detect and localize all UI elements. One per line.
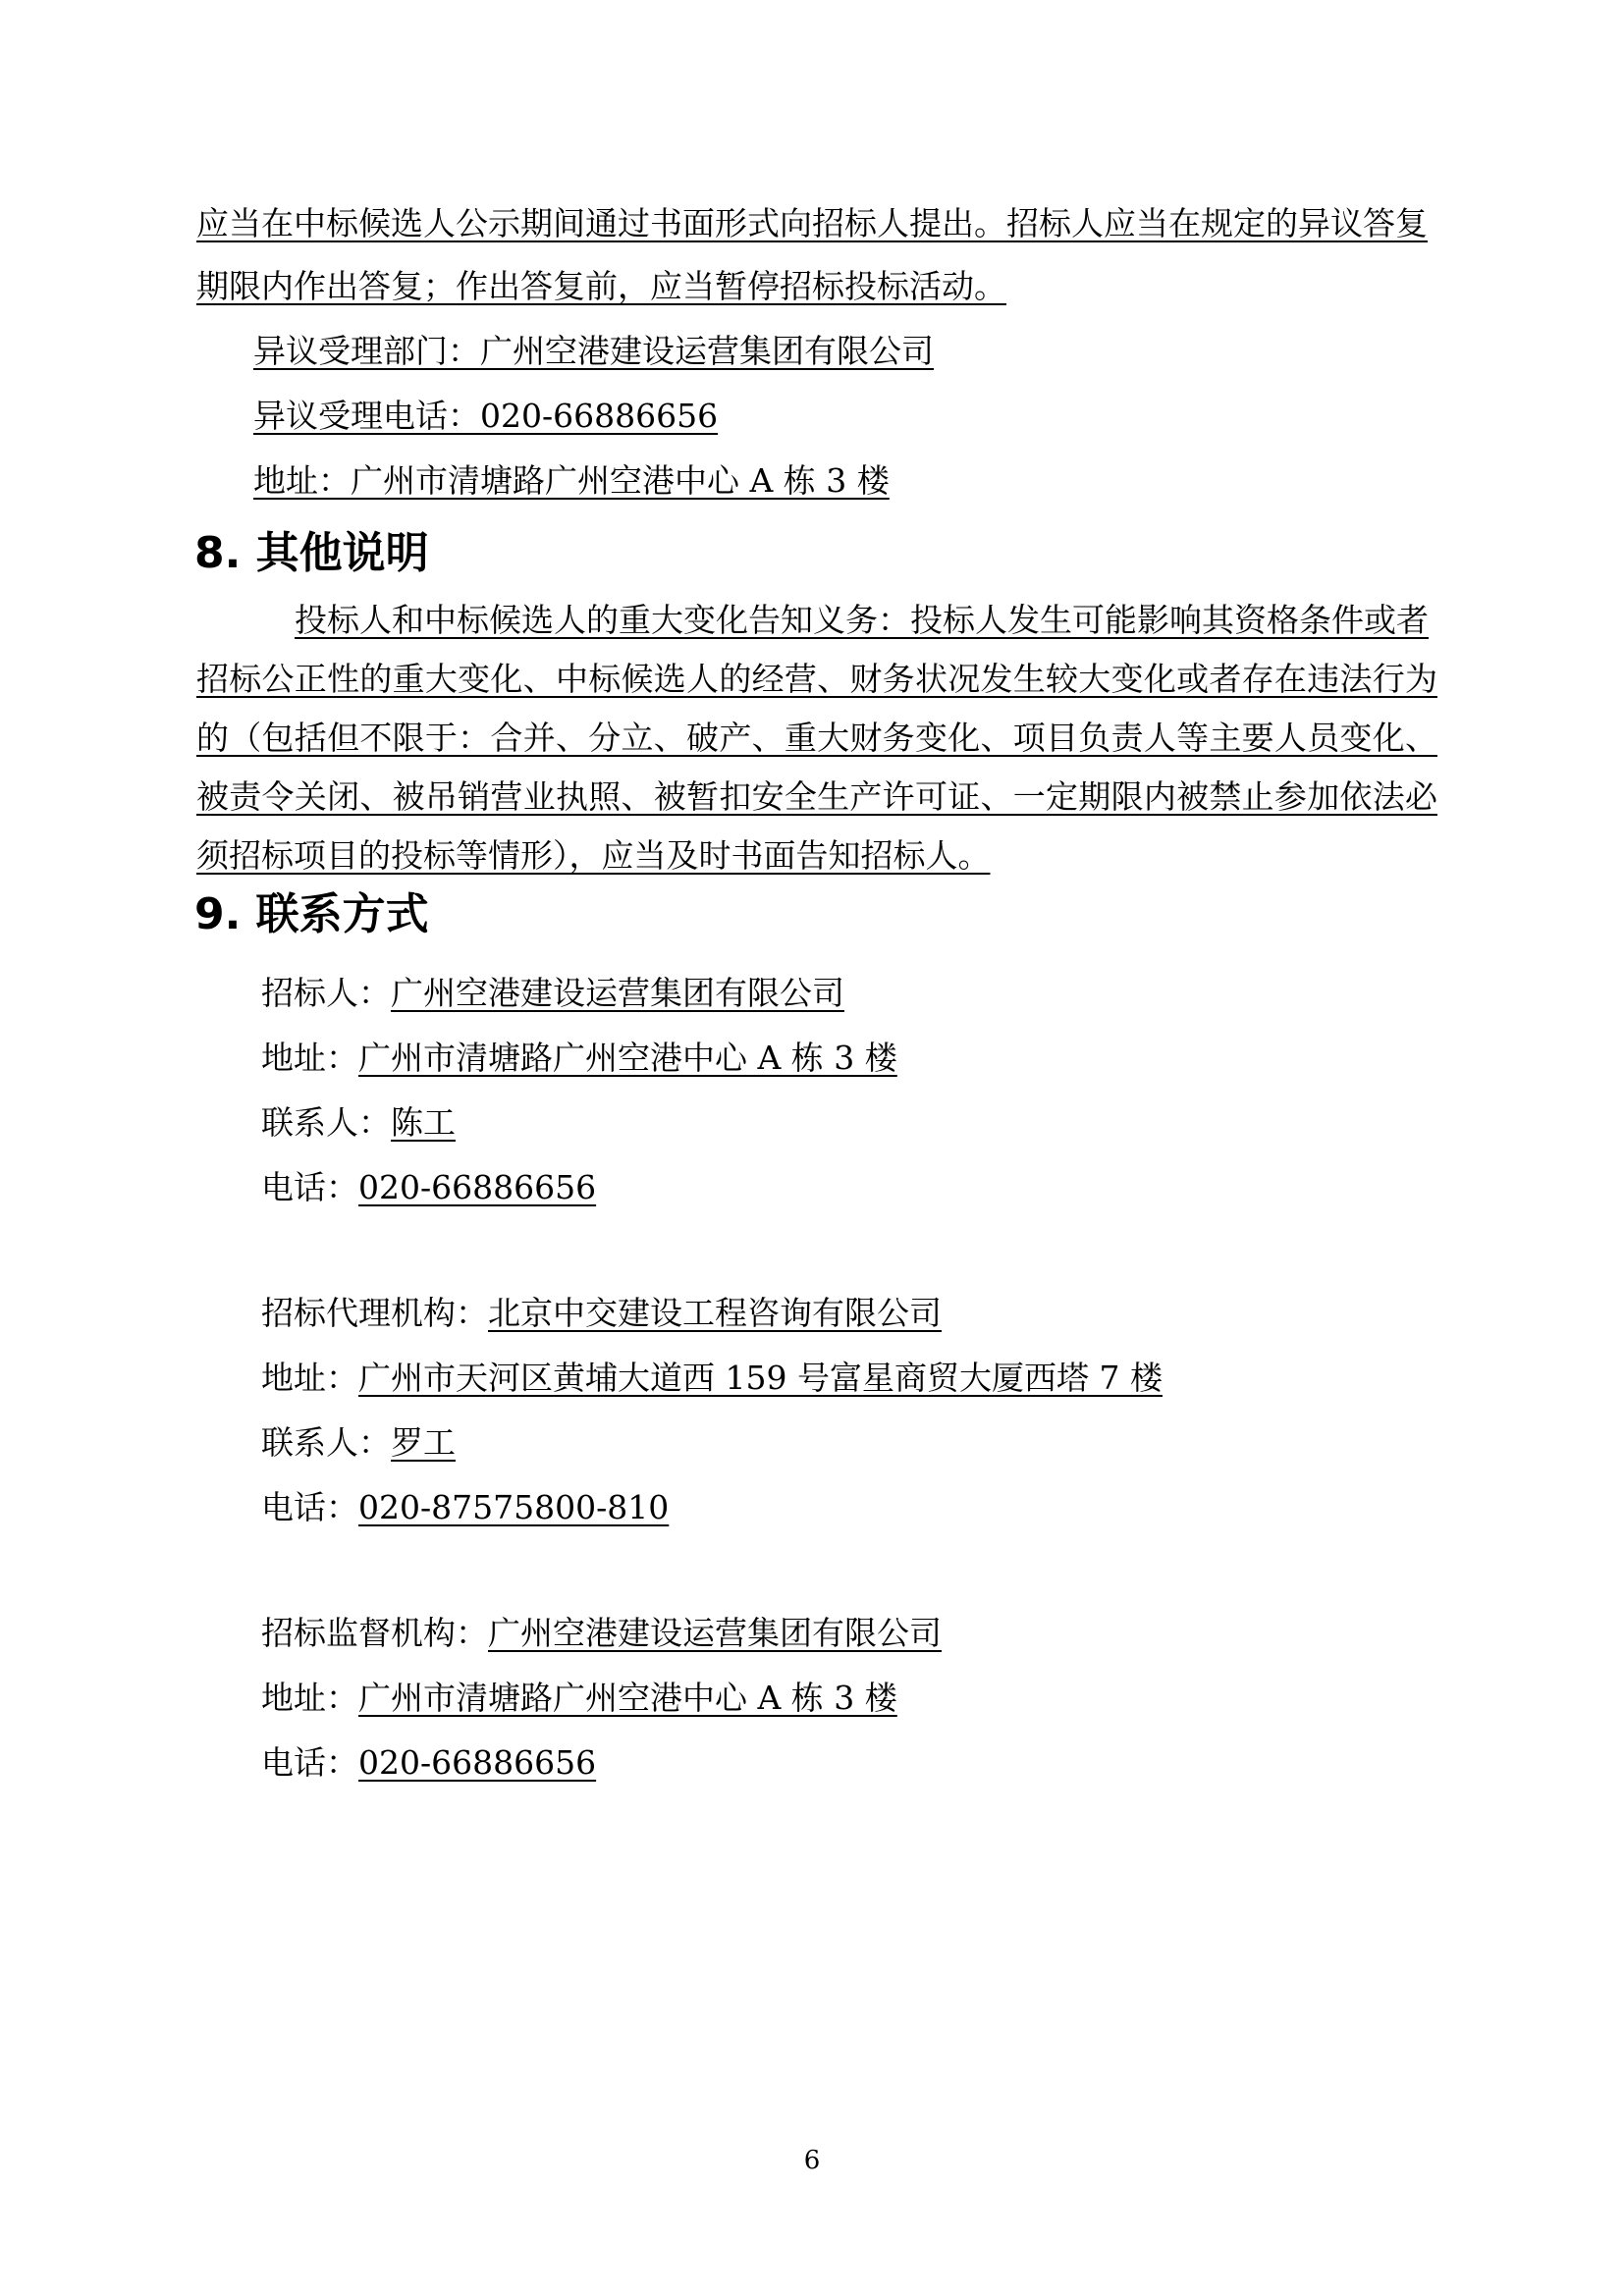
tenderer-name-row [261, 974, 844, 1013]
agency-name-row [261, 1294, 942, 1333]
agency-phone-label: 电话： [261, 1488, 358, 1526]
objection-address-row [253, 461, 890, 501]
section-8-heading: 8. 其他说明 [194, 528, 429, 578]
objection-paragraph-line-2: 期限内作出答复；作出答复前，应当暂停招标投标活动。 [196, 267, 1006, 305]
agency-contact-value: 罗工 [391, 1423, 456, 1462]
objection-paragraph-line-1: 应当在中标候选人公示期间通过书面形式向招标人提出。招标人应当在规定的异议答复 [196, 204, 1428, 242]
objection-address-value: 广州市清塘路广州空港中心 A 栋 3 楼 [351, 461, 890, 500]
agency-name-value: 北京中交建设工程咨询有限公司 [488, 1294, 942, 1332]
tenderer-phone-label: 电话： [261, 1168, 358, 1206]
supervisor-address-label: 地址： [261, 1679, 358, 1717]
objection-department-value: 广州空港建设运营集团有限公司 [480, 332, 934, 370]
objection-department-label: 异议受理部门： [253, 332, 480, 370]
agency-address-value: 广州市天河区黄埔大道西 159 号富星商贸大厦西塔 7 楼 [358, 1359, 1163, 1397]
agency-contact-label: 联系人： [261, 1423, 391, 1462]
tenderer-contact-value: 陈工 [391, 1103, 456, 1142]
objection-phone-label: 异议受理电话： [253, 397, 480, 435]
section-8-paragraph-line-2: 招标公正性的重大变化、中标候选人的经营、财务状况发生较大变化或者存在违法行为 [196, 660, 1437, 698]
tenderer-contact-label: 联系人： [261, 1103, 391, 1142]
agency-address-row [261, 1359, 1163, 1398]
supervisor-phone-row [261, 1743, 596, 1783]
agency-phone-value: 020-87575800-810 [358, 1488, 670, 1526]
section-8-paragraph-line-4: 被责令关闭、被吊销营业执照、被暂扣安全生产许可证、一定期限内被禁止参加依法必 [196, 777, 1437, 816]
page-number: 6 [803, 2146, 821, 2175]
objection-address-label: 地址： [253, 461, 351, 500]
tenderer-address-value: 广州市清塘路广州空港中心 A 栋 3 楼 [358, 1039, 897, 1077]
tenderer-address-label: 地址： [261, 1039, 358, 1077]
objection-phone-value: 020-66886656 [480, 397, 719, 435]
tenderer-name-label: 招标人： [261, 974, 391, 1012]
supervisor-name-value: 广州空港建设运营集团有限公司 [488, 1614, 942, 1652]
supervisor-phone-label: 电话： [261, 1743, 358, 1782]
section-8-paragraph-line-3: 的（包括但不限于：合并、分立、破产、重大财务变化、项目负责人等主要人员变化、 [196, 719, 1437, 757]
supervisor-name-label: 招标监督机构： [261, 1614, 488, 1652]
supervisor-phone-value: 020-66886656 [358, 1743, 597, 1782]
supervisor-address-row [261, 1679, 897, 1718]
objection-department-row [253, 332, 934, 371]
section-9-heading: 9. 联系方式 [194, 889, 429, 939]
tenderer-address-row [261, 1039, 897, 1078]
agency-phone-row [261, 1488, 669, 1527]
objection-phone-row [253, 397, 718, 436]
tenderer-phone-value: 020-66886656 [358, 1168, 597, 1206]
section-8-paragraph-line-5: 须招标项目的投标等情形），应当及时书面告知招标人。 [196, 836, 991, 875]
tenderer-phone-row [261, 1168, 596, 1207]
supervisor-address-value: 广州市清塘路广州空港中心 A 栋 3 楼 [358, 1679, 897, 1717]
tenderer-name-value: 广州空港建设运营集团有限公司 [391, 974, 844, 1012]
tenderer-contact-row [261, 1103, 456, 1143]
section-8-paragraph-line-1: 投标人和中标候选人的重大变化告知义务：投标人发生可能影响其资格条件或者 [295, 601, 1429, 639]
agency-contact-row [261, 1423, 456, 1463]
supervisor-name-row [261, 1614, 942, 1653]
agency-name-label: 招标代理机构： [261, 1294, 488, 1332]
agency-address-label: 地址： [261, 1359, 358, 1397]
